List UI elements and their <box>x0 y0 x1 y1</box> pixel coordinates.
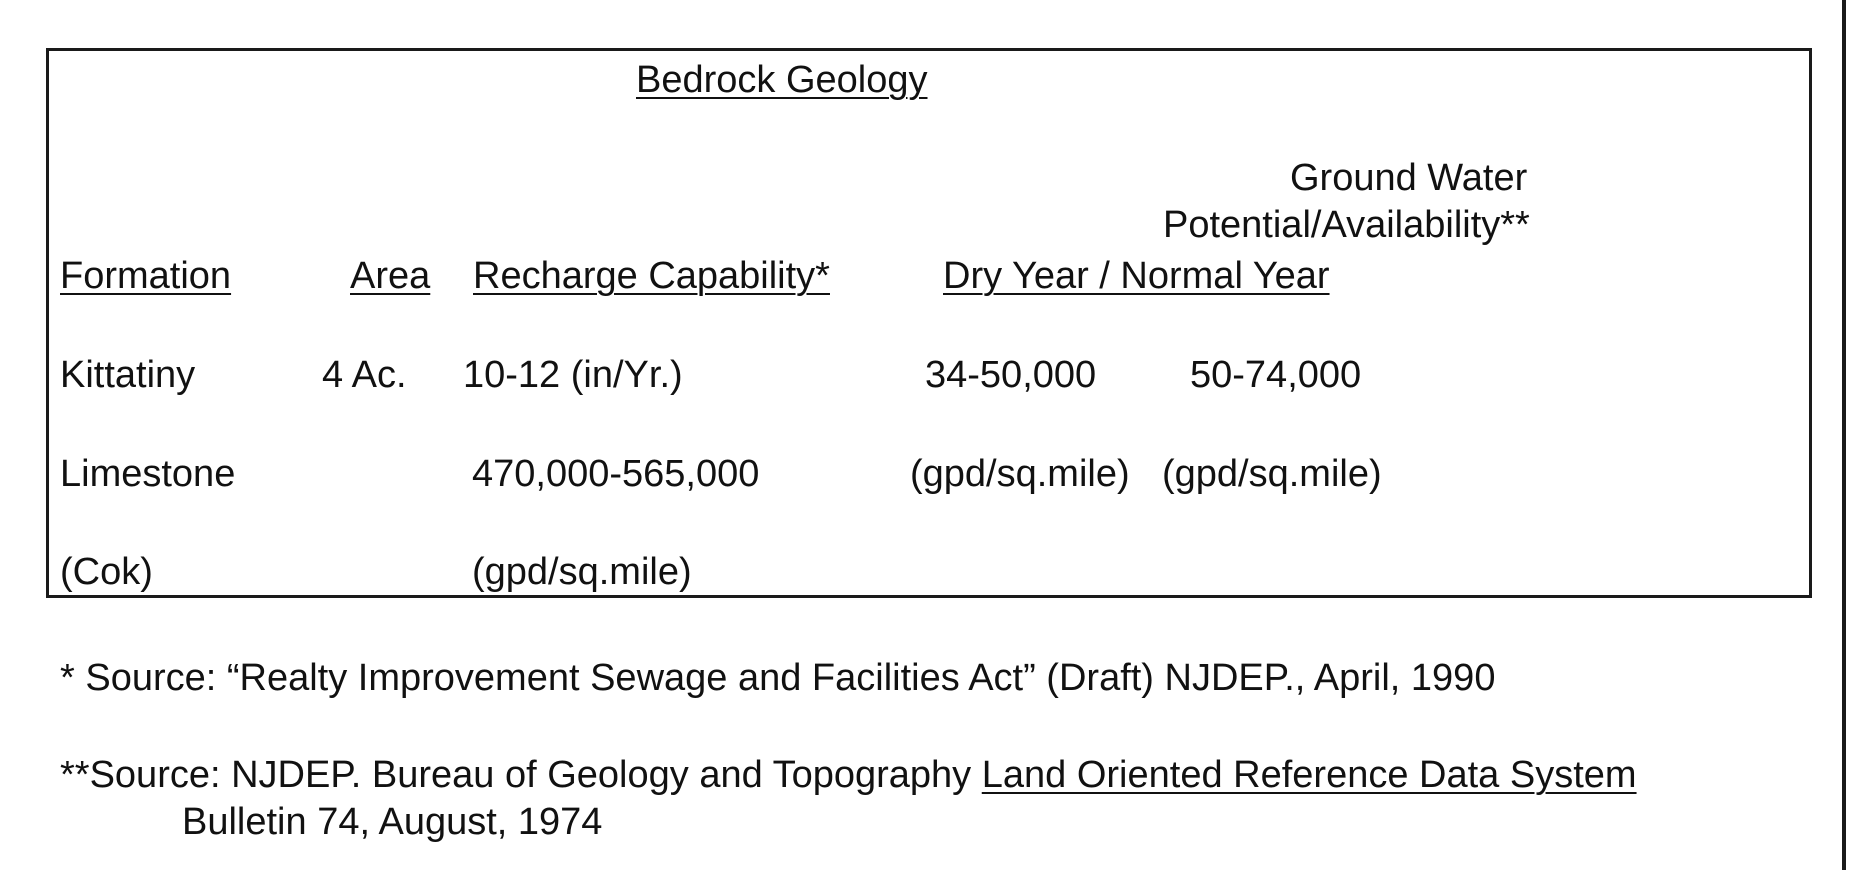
row-1-area: 4 Ac. <box>322 354 407 396</box>
row-2-normal-year: (gpd/sq.mile) <box>1162 453 1382 495</box>
footnote-2-prefix: **Source: NJDEP. Bureau of Geology and Topography <box>60 754 982 796</box>
header-recharge-capability: Recharge Capability* <box>473 255 830 297</box>
footnote-1: * Source: “Realty Improvement Sewage and Facilities Act” (Draft) NJDEP., April, 1990 <box>60 657 1496 699</box>
row-3-recharge: (gpd/sq.mile) <box>472 551 692 593</box>
row-1-normal-year: 50-74,000 <box>1190 354 1362 396</box>
footnote-2 <box>60 753 1637 797</box>
row-1-dry-year: 34-50,000 <box>925 354 1097 396</box>
group-header-line2: Potential/Availability** <box>1163 204 1530 246</box>
group-header-line1: Ground Water <box>1290 157 1528 199</box>
row-1-formation: Kittatiny <box>60 354 196 396</box>
header-dry-normal-year: Dry Year / Normal Year <box>943 255 1330 297</box>
row-2-dry-year: (gpd/sq.mile) <box>910 453 1130 495</box>
row-1-recharge: 10-12 (in/Yr.) <box>463 354 683 396</box>
row-3-formation: (Cok) <box>60 551 153 593</box>
footnote-2-publication-title: Land Oriented Reference Data System <box>981 754 1637 796</box>
header-formation: Formation <box>60 255 232 297</box>
header-area: Area <box>350 255 431 297</box>
row-2-recharge: 470,000-565,000 <box>472 453 760 495</box>
bedrock-geology-table <box>46 48 1812 598</box>
page-right-border <box>1842 0 1846 870</box>
row-2-formation: Limestone <box>60 453 236 495</box>
table-title: Bedrock Geology <box>636 59 928 101</box>
footnote-2-line-2: Bulletin 74, August, 1974 <box>182 801 603 843</box>
